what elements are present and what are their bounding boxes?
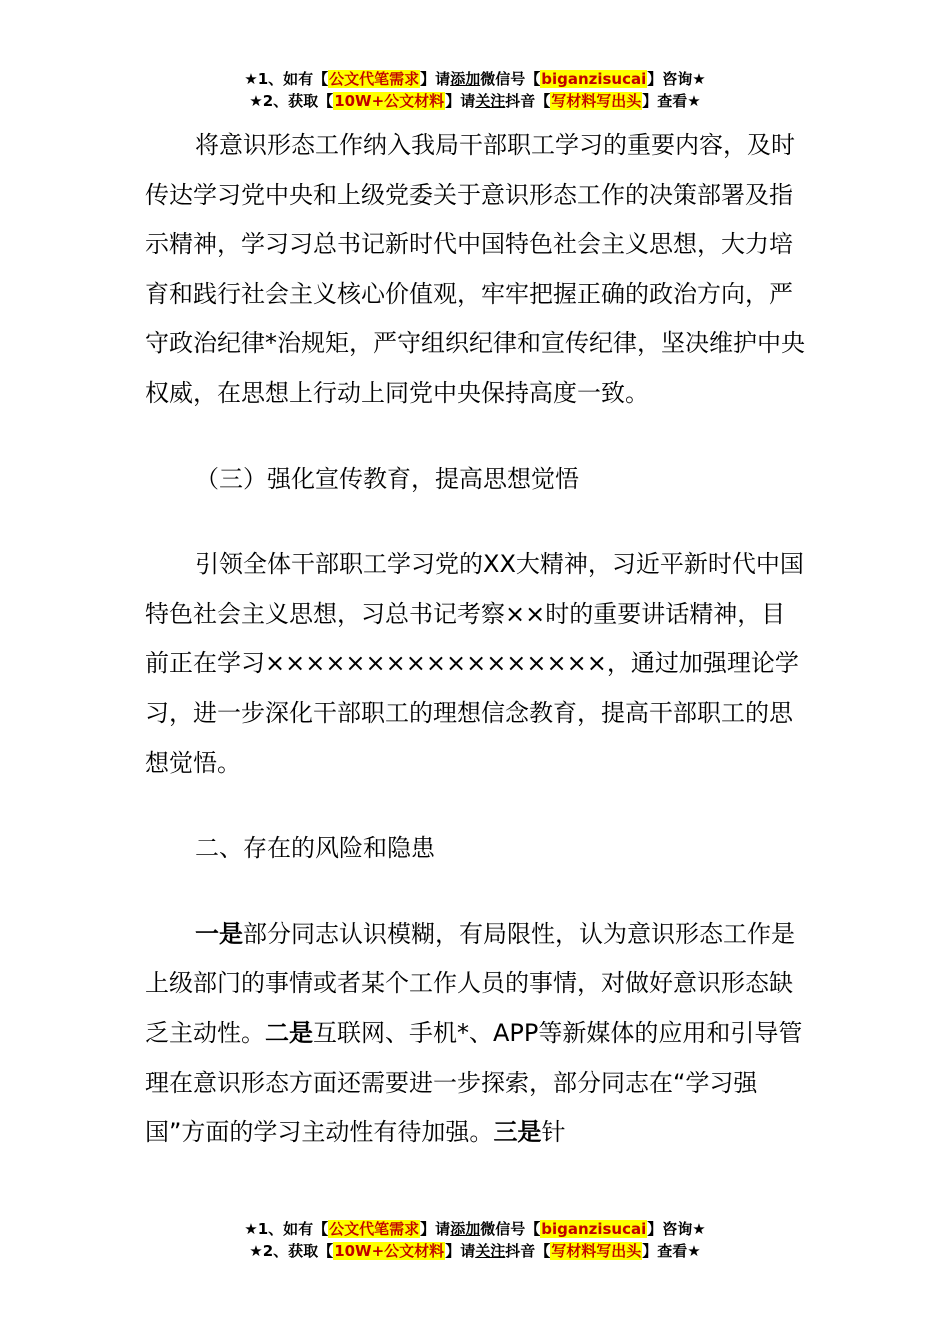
section-heading-three: （三）强化宣传教育，提高思想觉悟	[195, 464, 579, 493]
lead-two: 二是	[265, 1018, 313, 1047]
banner-line-2	[0, 90, 950, 112]
banner-emphasis: 添加	[450, 70, 481, 88]
banner-text: 】请	[445, 92, 476, 110]
banner-highlight: biganzisucai	[541, 70, 647, 88]
lead-one: 一是	[195, 919, 243, 948]
document-body	[145, 121, 805, 1158]
banner-text: 】请	[445, 1242, 476, 1260]
banner-text: ★2、获取【	[249, 1242, 334, 1260]
lead-three: 三是	[493, 1118, 542, 1147]
banner-line-1	[0, 1218, 950, 1240]
banner-emphasis: 关注	[475, 1242, 506, 1260]
banner-text: 抖音【	[505, 92, 551, 110]
paragraph-study: 将意识形态工作纳入我局干部职工学习的重要内容，及时传达学习党中央和上级党委关于意识形态工作的决策部署及指示精神，学习习总书记新时代中国特色社会主义思想，大力培育和践行社会主义核心价值观，牢牢把握正确的政治方向，严守政治纪律*治规矩，严守组织纪律和宣传纪律，坚决维护中央权威，在思想上行动上同党中央保持高度一致。	[145, 131, 805, 407]
banner-text: ★2、获取【	[249, 92, 334, 110]
banner-text: 】查看★	[642, 1242, 701, 1260]
banner-text: 微信号【	[480, 70, 541, 88]
banner-text: ★1、如有【	[244, 70, 329, 88]
banner-text: ★1、如有【	[244, 1220, 329, 1238]
paragraph-education: 引领全体干部职工学习党的XX大精神，习近平新时代中国特色社会主义思想，习总书记考察××时的重要讲话精神，目前正在学习×××××××××××××××××，通过加强理论学习，进一步深化干部职工的理想信念教育，提高干部职工的思想觉悟。	[145, 550, 804, 777]
bottom-banner	[0, 1218, 950, 1262]
banner-highlight: biganzisucai	[541, 1220, 647, 1238]
banner-text: 】请	[420, 1220, 451, 1238]
banner-emphasis: 添加	[450, 1220, 481, 1238]
banner-text: 微信号【	[480, 1220, 541, 1238]
banner-text: 】咨询★	[647, 1220, 706, 1238]
banner-highlight: 写材料写出头	[551, 1242, 642, 1260]
banner-line-2	[0, 1240, 950, 1262]
banner-text: 】查看★	[642, 92, 701, 110]
top-banner	[0, 68, 950, 112]
banner-text: 】请	[420, 70, 451, 88]
banner-emphasis: 关注	[475, 92, 506, 110]
banner-highlight: 10W+公文材料	[334, 1242, 445, 1260]
banner-line-1	[0, 68, 950, 90]
banner-highlight: 写材料写出头	[551, 92, 642, 110]
banner-text: 】咨询★	[647, 70, 706, 88]
risk-text-three: 针	[541, 1118, 566, 1147]
banner-highlight: 公文代笔需求	[329, 1220, 420, 1238]
risk-text-two: 互联网、手机*、APP等新媒体的应用和引导管理在意识形态方面还需要进一步探索，部分同志在“学习强国”方面的学习主动性有待加强。	[145, 1018, 803, 1147]
banner-highlight: 公文代笔需求	[329, 70, 420, 88]
section-heading-two: 二、存在的风险和隐患	[195, 834, 435, 863]
paragraph-risks	[145, 910, 805, 1158]
banner-highlight: 10W+公文材料	[334, 92, 445, 110]
risk-text-one: 部分同志认识模糊，有局限性，认为意识形态工作是上级部门的事情或者某个工作人员的事情，对做好意识形态缺乏主动性。	[145, 919, 795, 1047]
banner-text: 抖音【	[505, 1242, 551, 1260]
